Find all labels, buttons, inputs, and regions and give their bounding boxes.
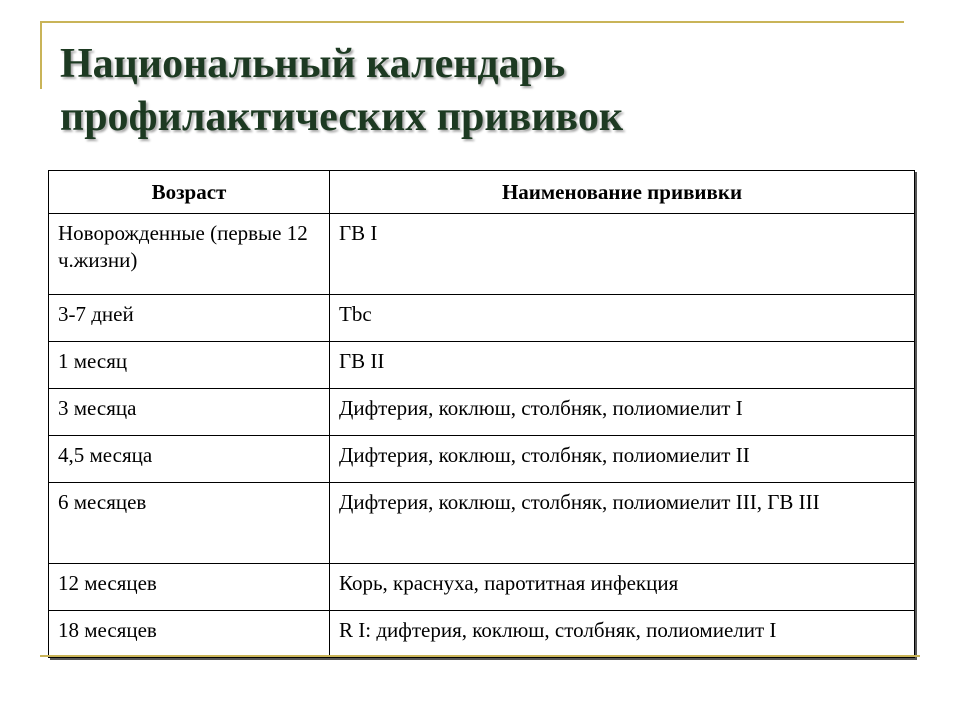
slide-title: [60, 38, 623, 144]
slide-title-line-1: Национальный календарь: [60, 41, 566, 87]
vaccine-cell: Корь, краснуха, паротитная инфекция: [330, 564, 915, 611]
table-row: [49, 214, 915, 295]
table-row: [49, 295, 915, 342]
left-accent-line: [40, 21, 42, 89]
slide-title-line-2: профилактических прививок: [60, 94, 624, 140]
age-cell: 18 месяцев: [49, 611, 330, 658]
vaccine-cell: Дифтерия, коклюш, столбняк, полиомиелит I: [330, 389, 915, 436]
top-accent-line: [40, 21, 904, 23]
vaccine-cell: R I: дифтерия, коклюш, столбняк, полиомиелит I: [330, 611, 915, 658]
age-cell: 3-7 дней: [49, 295, 330, 342]
table-row: [49, 389, 915, 436]
vaccine-cell: Дифтерия, коклюш, столбняк, полиомиелит II: [330, 436, 915, 483]
age-cell: 3 месяца: [49, 389, 330, 436]
table-row: [49, 483, 915, 564]
vaccination-schedule-table: [48, 170, 915, 658]
age-cell: 4,5 месяца: [49, 436, 330, 483]
vaccine-cell: ГВ I: [330, 214, 915, 295]
table-row: [49, 564, 915, 611]
table-row: [49, 611, 915, 658]
header-age: Возраст: [49, 171, 330, 214]
age-cell: 1 месяц: [49, 342, 330, 389]
vaccine-cell: Дифтерия, коклюш, столбняк, полиомиелит III, ГВ III: [330, 483, 915, 564]
header-vaccine: Наименование прививки: [330, 171, 915, 214]
table-row: [49, 436, 915, 483]
vaccine-cell: ГВ II: [330, 342, 915, 389]
table-header-row: [49, 171, 915, 214]
table-row: [49, 342, 915, 389]
bottom-accent-line: [40, 655, 920, 657]
age-cell: 12 месяцев: [49, 564, 330, 611]
age-cell: Новорожденные (первые 12 ч.жизни): [49, 214, 330, 295]
vaccine-cell: Tbc: [330, 295, 915, 342]
age-cell: 6 месяцев: [49, 483, 330, 564]
